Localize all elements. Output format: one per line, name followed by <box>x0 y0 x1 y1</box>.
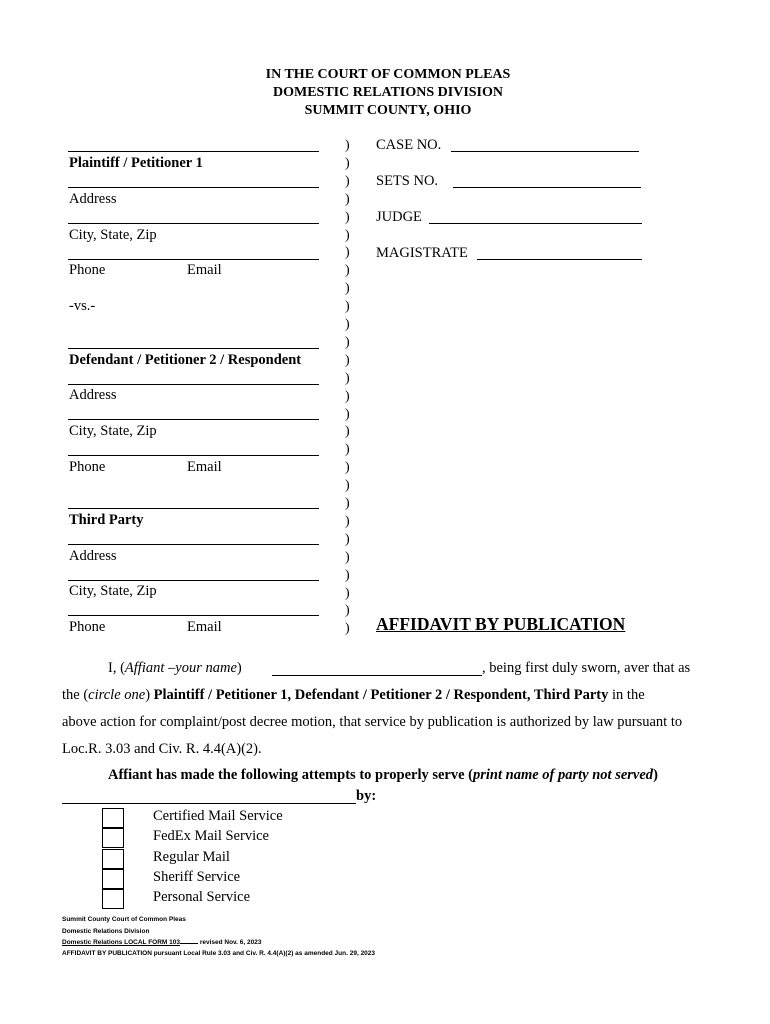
body-line-2-a: the ( <box>62 687 89 703</box>
caption-paren: ) <box>345 460 350 476</box>
plaintiff-phone-line[interactable] <box>68 259 319 260</box>
caption-paren: ) <box>345 406 350 422</box>
plaintiff-address-line[interactable] <box>68 187 319 188</box>
defendant-label: Defendant / Petitioner 2 / Respondent <box>69 352 302 368</box>
plaintiff-label: Plaintiff / Petitioner 1 <box>69 155 203 171</box>
fedex-mail-checkbox[interactable] <box>102 828 124 848</box>
third-party-address-label: Address <box>69 548 117 564</box>
caption-paren: ) <box>345 209 350 225</box>
body-line-1-a: I, ( <box>108 660 125 676</box>
caption-paren: ) <box>345 549 350 565</box>
caption-paren: ) <box>345 352 350 368</box>
caption-paren: ) <box>345 334 350 350</box>
vs-label: -vs.- <box>69 298 96 314</box>
caption-paren: ) <box>345 478 350 494</box>
caption-paren: ) <box>345 317 350 332</box>
caption-paren: ) <box>345 585 350 601</box>
personal-service-label: Personal Service <box>153 889 251 905</box>
magistrate-field[interactable] <box>477 259 642 260</box>
party-not-served-field[interactable] <box>62 803 356 804</box>
attempts-heading-a: Affiant has made the following attempts to properly serve ( <box>108 767 474 783</box>
caption-paren: ) <box>345 496 350 511</box>
defendant-address-line[interactable] <box>68 384 319 385</box>
court-header <box>0 66 770 120</box>
attempts-heading <box>108 767 762 784</box>
sheriff-service-label: Sheriff Service <box>153 869 241 885</box>
certified-mail-checkbox[interactable] <box>102 808 124 828</box>
caption-paren: ) <box>345 191 350 207</box>
third-party-address-line[interactable] <box>68 544 319 545</box>
caption-paren: ) <box>345 621 350 637</box>
caption-paren: ) <box>345 442 350 458</box>
sets-no-label: SETS NO. <box>376 173 439 189</box>
affiant-name-hint: Affiant –your name <box>124 660 237 676</box>
caption-paren: ) <box>345 245 350 261</box>
sheriff-service-checkbox[interactable] <box>102 869 124 889</box>
footer-line-1: Summit County Court of Common Pleas <box>62 916 186 923</box>
case-no-field[interactable] <box>451 151 639 152</box>
by-label: by: <box>356 788 377 804</box>
body-line-2-c: ) <box>145 687 154 703</box>
defendant-name-line[interactable] <box>68 348 319 349</box>
third-party-city-line[interactable] <box>68 580 319 581</box>
judge-label: JUDGE <box>376 209 422 225</box>
third-party-label: Third Party <box>69 512 144 528</box>
body-line-2 <box>62 687 716 704</box>
sets-no-field[interactable] <box>453 187 641 188</box>
body-line-2-e: in the <box>608 687 645 703</box>
caption-paren: ) <box>345 299 350 315</box>
judge-field[interactable] <box>429 223 642 224</box>
attempts-heading-c: ) <box>653 767 658 783</box>
footer-line-3 <box>62 939 261 946</box>
footer-form-number: Domestic Relations LOCAL FORM 103 <box>62 939 180 946</box>
body-line-1-end: , being first duly sworn, aver that as <box>482 660 691 676</box>
caption-paren: ) <box>345 513 350 529</box>
defendant-address-label: Address <box>69 387 117 403</box>
magistrate-label: MAGISTRATE <box>376 245 468 261</box>
caption-paren: ) <box>345 603 350 619</box>
caption-paren: ) <box>345 281 350 297</box>
third-party-name-line[interactable] <box>68 508 319 509</box>
caption-paren: ) <box>345 424 350 440</box>
third-party-city-label: City, State, Zip <box>69 583 157 599</box>
header-line-1: IN THE COURT OF COMMON PLEAS <box>265 67 511 82</box>
party-options[interactable]: Plaintiff / Petitioner 1, Defendant / Petitioner 2 / Respondent, Third Party <box>153 687 609 703</box>
caption-paren: ) <box>345 531 350 547</box>
body-line-4: Loc.R. 3.03 and Civ. R. 4.4(A)(2). <box>62 741 262 757</box>
caption-paren: ) <box>345 173 350 189</box>
plaintiff-name-line[interactable] <box>68 151 319 152</box>
plaintiff-phone-label: Phone <box>69 262 106 278</box>
defendant-phone-label: Phone <box>69 459 106 475</box>
third-party-phone-label: Phone <box>69 619 106 635</box>
fedex-mail-label: FedEx Mail Service <box>153 828 269 844</box>
caption-paren: ) <box>345 370 350 386</box>
plaintiff-city-line[interactable] <box>68 223 319 224</box>
defendant-city-line[interactable] <box>68 419 319 420</box>
circle-one-hint: circle one <box>88 687 146 703</box>
caption-paren: ) <box>345 155 350 171</box>
footer-revised: revised Nov. 6, 2023 <box>199 939 262 946</box>
third-party-email-label: Email <box>187 619 222 635</box>
defendant-city-label: City, State, Zip <box>69 423 157 439</box>
plaintiff-city-label: City, State, Zip <box>69 227 157 243</box>
footer-underline <box>180 943 198 944</box>
case-no-label: CASE NO. <box>376 137 442 153</box>
body-line-1-c: ) <box>236 660 242 676</box>
plaintiff-address-label: Address <box>69 191 117 207</box>
caption-paren: ) <box>345 263 350 279</box>
footer-line-4: AFFIDAVIT BY PUBLICATION pursuant Local Rule 3.03 and Civ. R. 4.4(A)(2) as amended Jun. 29, 2023 <box>62 950 376 957</box>
party-not-served-hint: print name of party not served <box>473 767 654 783</box>
affiant-name-field[interactable] <box>272 675 482 676</box>
header-line-2: DOMESTIC RELATIONS DIVISION <box>272 85 503 100</box>
defendant-phone-line[interactable] <box>68 455 319 456</box>
footer-line-2: Domestic Relations Division <box>62 928 150 935</box>
defendant-email-label: Email <box>187 459 222 475</box>
personal-service-checkbox[interactable] <box>102 889 124 909</box>
caption-paren: ) <box>345 227 350 243</box>
document-title: AFFIDAVIT BY PUBLICATION <box>376 614 626 634</box>
certified-mail-label: Certified Mail Service <box>153 808 283 824</box>
body-line-3: above action for complaint/post decree motion, that service by publication is authorized by law pursuant to <box>62 714 683 730</box>
regular-mail-label: Regular Mail <box>153 849 230 865</box>
caption-paren: ) <box>345 567 350 583</box>
header-line-3: SUMMIT COUNTY, OHIO <box>304 103 472 118</box>
caption-paren: ) <box>345 138 350 153</box>
regular-mail-checkbox[interactable] <box>102 849 124 869</box>
plaintiff-email-label: Email <box>187 262 222 278</box>
caption-paren: ) <box>345 388 350 404</box>
third-party-phone-line[interactable] <box>68 615 319 616</box>
